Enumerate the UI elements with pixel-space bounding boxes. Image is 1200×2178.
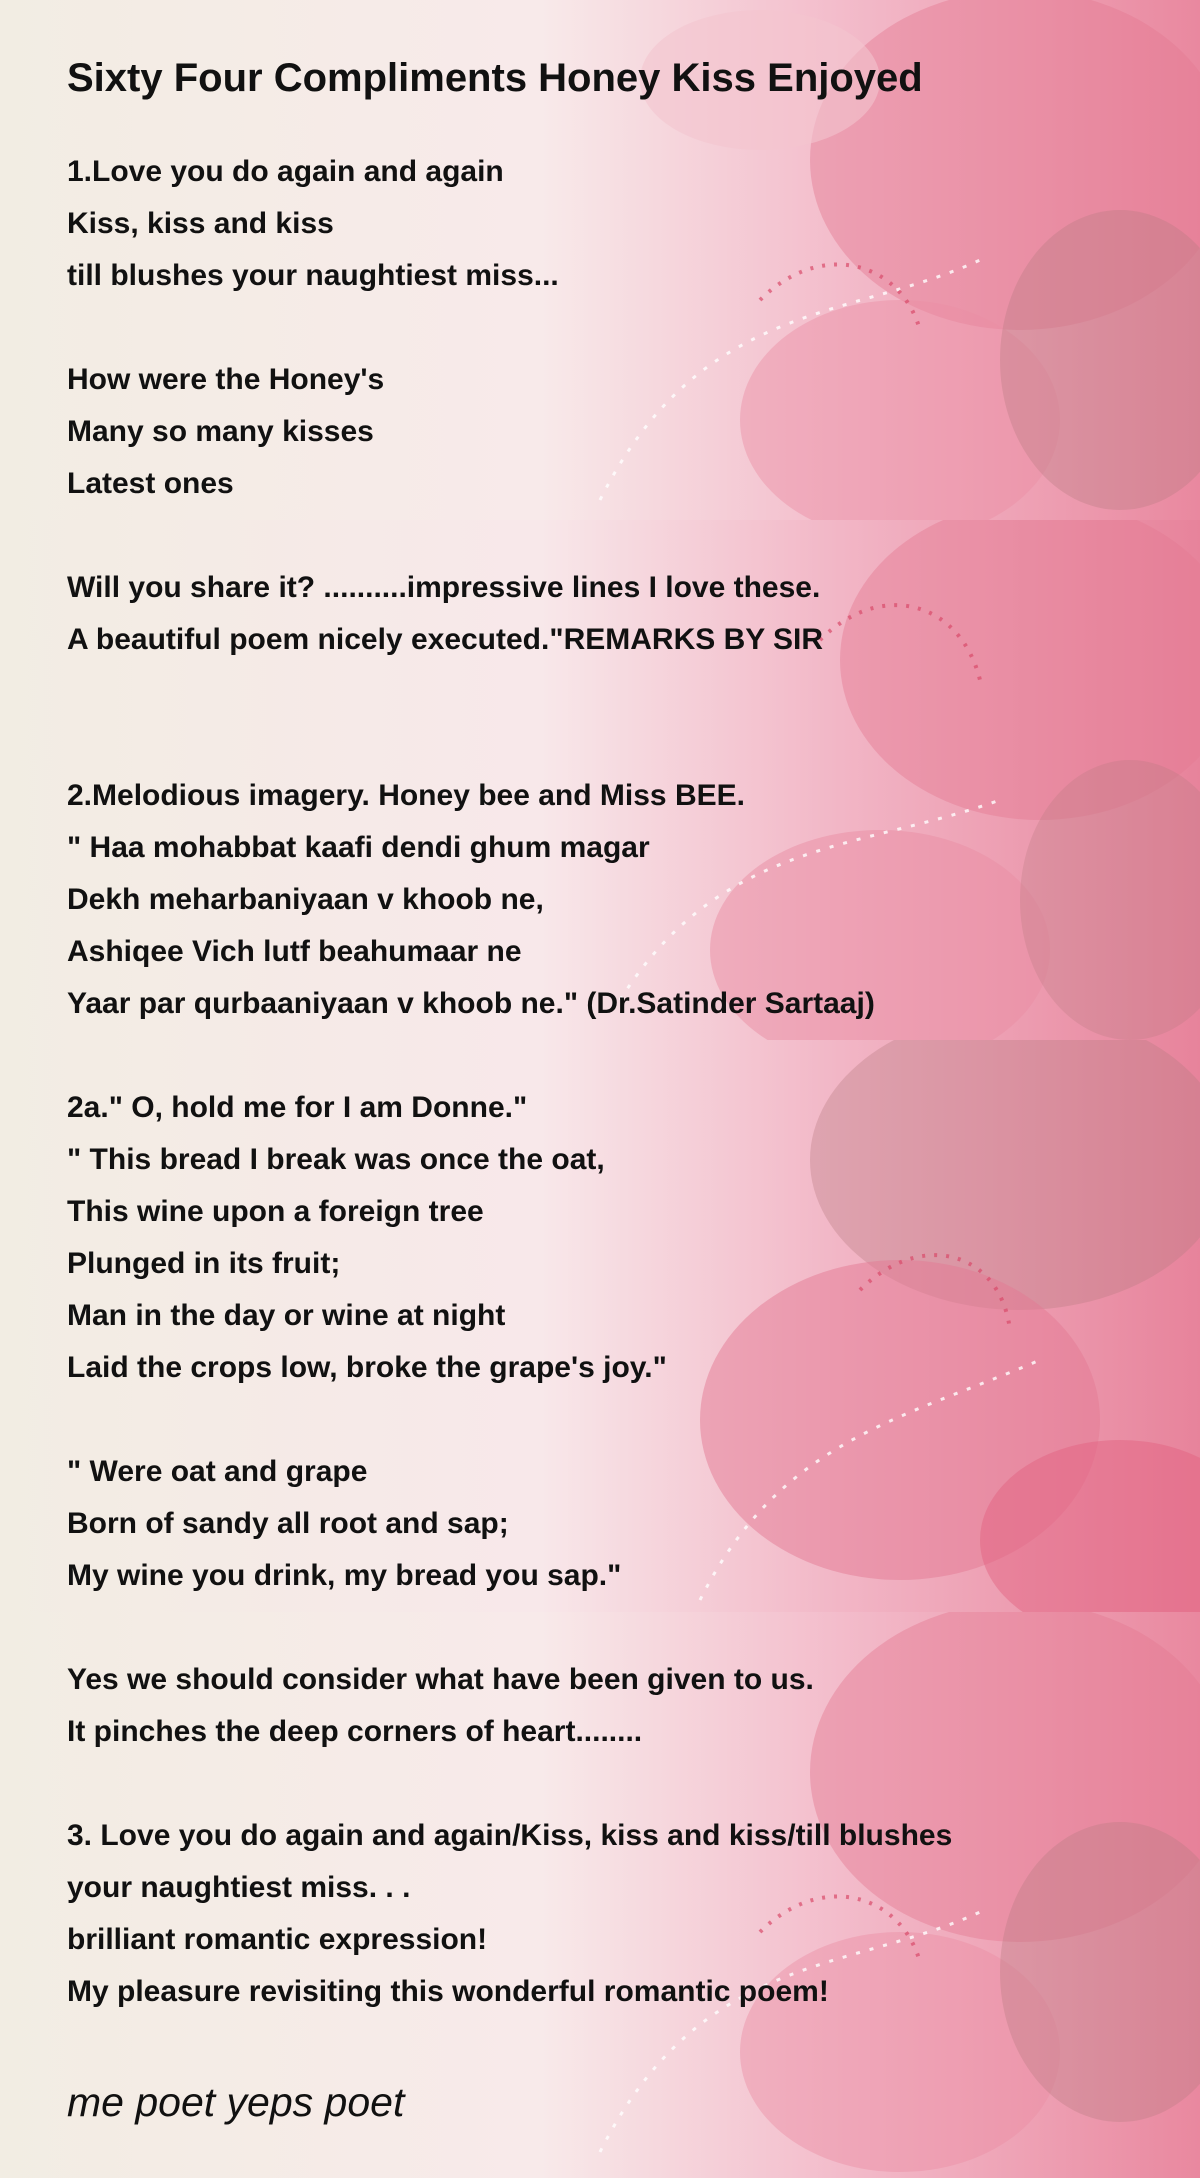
stanza-7 xyxy=(67,1654,1167,1758)
poem-line: Ashiqee Vich lutf beahumaar ne xyxy=(67,935,522,968)
stanza-6 xyxy=(67,1446,1167,1602)
poem-line: A beautiful poem nicely executed."REMARKS BY SIR xyxy=(67,623,824,656)
poem-line: " Were oat and grape xyxy=(67,1455,368,1488)
poem-line: Kiss, kiss and kiss xyxy=(67,207,334,240)
poem-line: 2.Melodious imagery. Honey bee and Miss BEE. xyxy=(67,779,745,812)
poem-line: Many so many kisses xyxy=(67,415,374,448)
poem-line: Plunged in its fruit; xyxy=(67,1247,341,1280)
poem-line: Dekh meharbaniyaan v khoob ne, xyxy=(67,883,544,916)
stanza-4 xyxy=(67,770,1167,1030)
poem-line: How were the Honey's xyxy=(67,363,385,396)
poem-line: Man in the day or wine at night xyxy=(67,1299,506,1332)
poem-line: 2a." O, hold me for I am Donne." xyxy=(67,1091,528,1124)
stanza-1 xyxy=(67,146,1167,302)
stanza-2 xyxy=(67,354,1167,510)
poem-line: till blushes your naughtiest miss... xyxy=(67,259,559,292)
poem-content xyxy=(67,48,1167,2070)
poem-line: Latest ones xyxy=(67,467,234,500)
stanza-5 xyxy=(67,1082,1167,1394)
poem-line: brilliant romantic expression! xyxy=(67,1923,488,1956)
poem-line: " Haa mohabbat kaafi dendi ghum magar xyxy=(67,831,650,864)
stanza-8 xyxy=(67,1810,1167,2018)
poem-line: 3. Love you do again and again/Kiss, kiss and kiss/till blushes xyxy=(67,1819,953,1852)
poem-line: It pinches the deep corners of heart........ xyxy=(67,1715,643,1748)
poem-title: Sixty Four Compliments Honey Kiss Enjoyed xyxy=(67,56,923,100)
poem-line: " This bread I break was once the oat, xyxy=(67,1143,605,1176)
poem-author: me poet yeps poet xyxy=(67,2079,405,2125)
poem-line: My pleasure revisiting this wonderful romantic poem! xyxy=(67,1975,829,2008)
stanza-3 xyxy=(67,562,1167,666)
poem-line: your naughtiest miss. . . xyxy=(67,1871,411,1904)
poem-line: Will you share it? ..........impressive lines I love these. xyxy=(67,571,821,604)
poem-line: Born of sandy all root and sap; xyxy=(67,1507,509,1540)
poem-line: 1.Love you do again and again xyxy=(67,155,504,188)
poem-line: Yaar par qurbaaniyaan v khoob ne." (Dr.Satinder Sartaaj) xyxy=(67,987,875,1020)
poem-line: My wine you drink, my bread you sap." xyxy=(67,1559,622,1592)
poem-line: Laid the crops low, broke the grape's joy." xyxy=(67,1351,667,1384)
poem-line: This wine upon a foreign tree xyxy=(67,1195,484,1228)
poem-line: Yes we should consider what have been given to us. xyxy=(67,1663,814,1696)
